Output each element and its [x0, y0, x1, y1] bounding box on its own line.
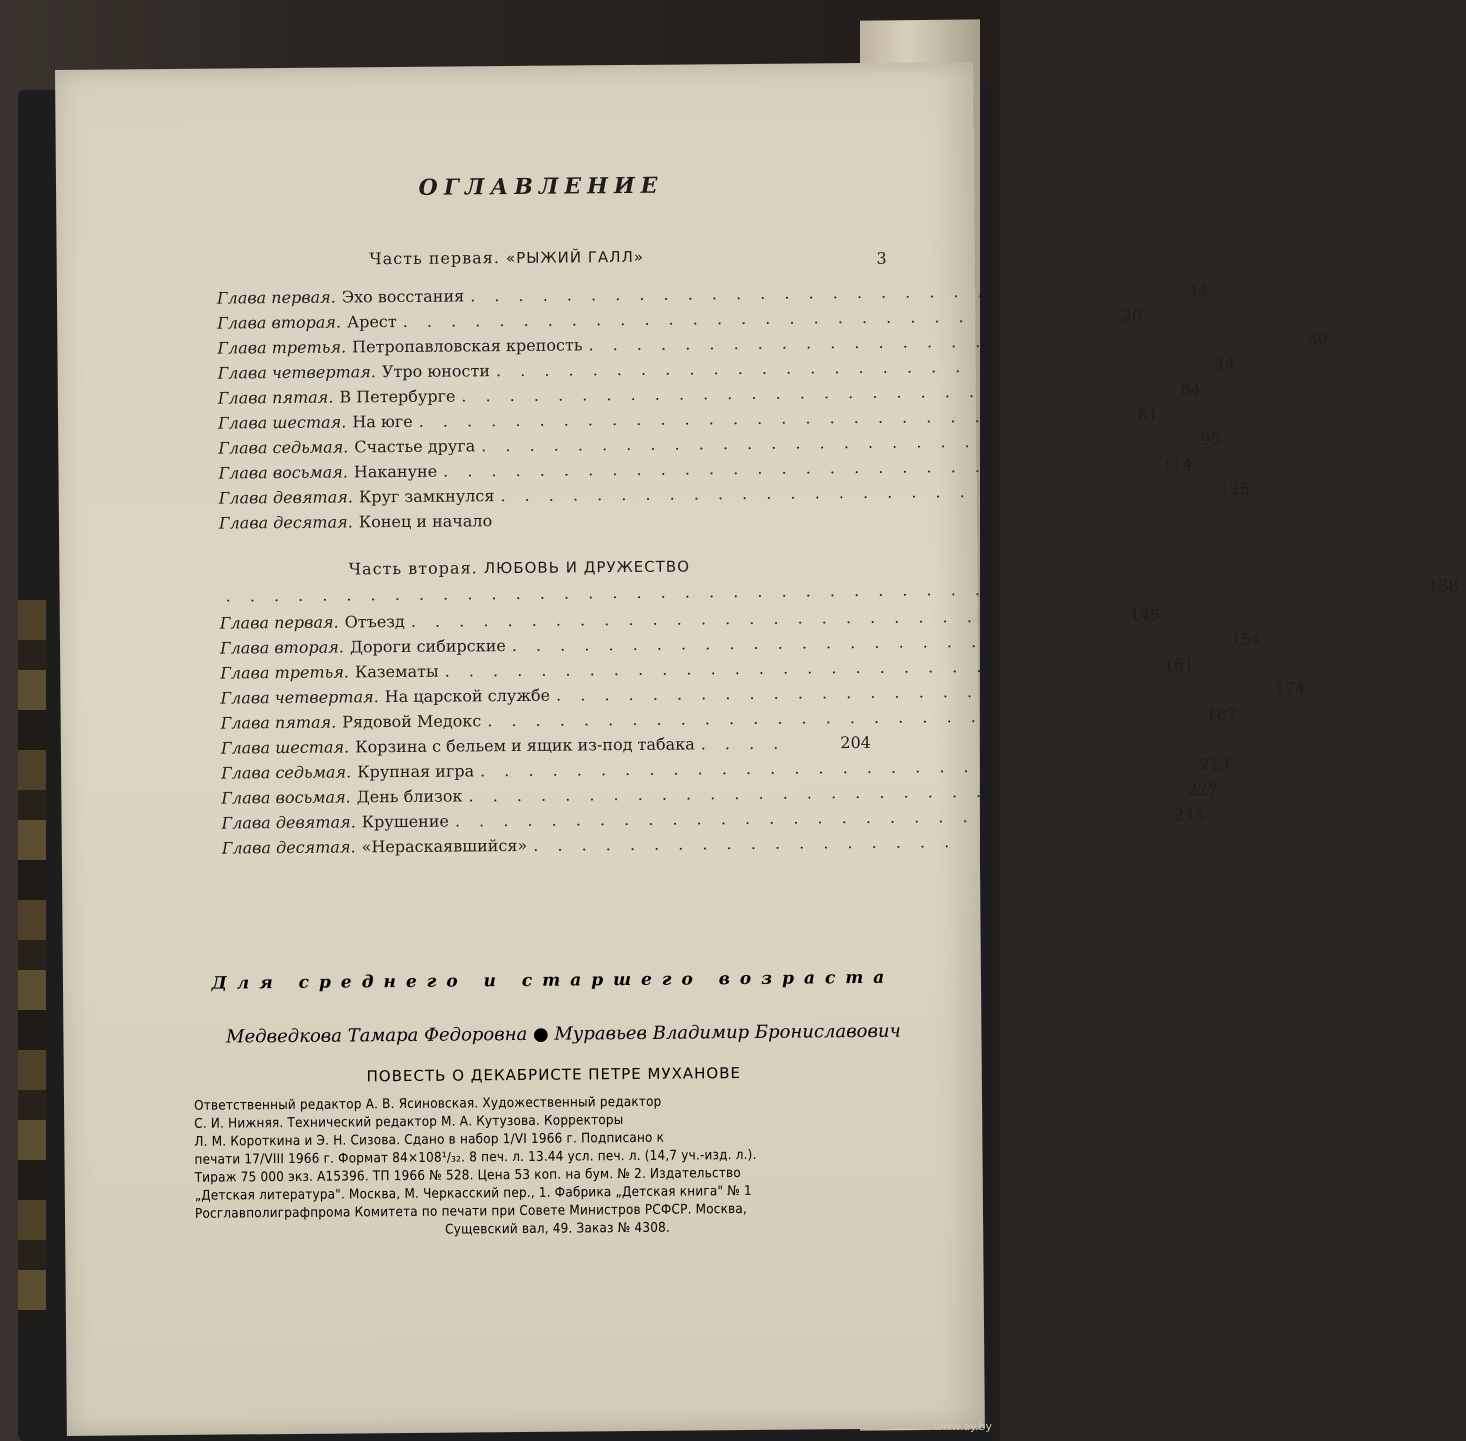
- leader-dots: [498, 523, 863, 526]
- chapter-title: Рядовой Медокс: [342, 711, 482, 732]
- toc-entry: [221, 832, 957, 863]
- chapter-title: На юге: [352, 411, 413, 432]
- imprint-line: печати 17/VIII 1966 г. Формат 84×108¹/₃₂. 8 печ. л. 13.44 усл. печ. л. (14,7 уч.-изд. л.).: [194, 1147, 757, 1168]
- part-label: Часть первая.: [369, 248, 501, 269]
- chapter-title: День близок: [356, 786, 463, 807]
- leader-dots: . . . . . . . . . . . . . . . . . . . . . . . . . . . . . .: [402, 305, 1116, 331]
- chapter-ordinal: Глава девятая.: [218, 487, 353, 508]
- leader-dots: . . . . . . . . . . . . . . . . . . . . . . . . . . . . . .: [410, 605, 1124, 631]
- leader-dots: . . . . . . . . . . . . . . . . . . . . . . . . . . . . . .: [588, 329, 1302, 355]
- chapter-page-number: 30: [1307, 328, 1328, 349]
- toc-heading: ОГЛАВЛЕНИЕ: [418, 172, 664, 201]
- chapter-title: Крупная игра: [357, 761, 475, 782]
- chapter-title: Эхо восстания: [341, 286, 465, 307]
- chapter-page-number: 161: [1163, 655, 1195, 675]
- chapter-page-number: 95: [1200, 429, 1221, 450]
- chapter-page-number: 114: [1162, 455, 1193, 475]
- chapter-ordinal: Глава девятая.: [221, 812, 356, 833]
- chapter-page-number: 145: [1129, 605, 1161, 625]
- leader-dots: . . . . . . . . . . . . . . . . . . . . . . . . . . . . . .: [443, 455, 1157, 481]
- chapter-page-number: 243: [1173, 804, 1205, 825]
- imprint-line: Л. М. Короткина и Э. Н. Сизова. Сдано в набор 1/VI 1966 г. Подписано к: [194, 1130, 665, 1150]
- chapter-page-number: 125: [1219, 479, 1251, 499]
- imprint-line: Сущевский вал, 49. Заказ № 4308.: [445, 1220, 671, 1238]
- age-note: Для среднего и старшего возраста: [211, 967, 895, 994]
- chapter-ordinal: Глава первая.: [219, 612, 339, 633]
- chapter-ordinal: Глава четвертая.: [220, 687, 379, 708]
- part-label: Часть вторая.: [348, 558, 478, 579]
- part-name: «РЫЖИЙ ГАЛЛ»: [505, 247, 645, 268]
- leader-dots: . . . . . . . . . . . . . . . . . . . . . . . . . . . . . .: [454, 805, 1169, 831]
- book-title: ПОВЕСТЬ О ДЕКАБРИСТЕ ПЕТРЕ МУХАНОВЕ: [366, 1064, 742, 1086]
- chapter-ordinal: Глава седьмая.: [221, 762, 352, 783]
- leader-dots: . . . . . . . . . . . . . . . . . . . . . . . . . . . . . . . . . . . . . . . . . . . . . . . . . .: [225, 576, 1423, 606]
- imprint-line: Росглавполиграфпрома Комитета по печати при Совете Министров РСФСР. Москва,: [194, 1202, 748, 1222]
- part-name: ЛЮБОВЬ И ДРУЖЕСТВО: [483, 557, 691, 578]
- book-page: [55, 62, 1459, 1436]
- chapter-ordinal: Глава восьмая.: [218, 462, 348, 483]
- chapter-page-number: 20: [1121, 305, 1143, 325]
- leader-dots: . . . . . . . . . . . . . . . . . . . . . . . . . . . . . .: [468, 780, 1182, 806]
- chapter-title: Крушение: [361, 811, 450, 832]
- chapter-title: Счастье друга: [354, 436, 476, 457]
- part-page-row: [220, 575, 1459, 611]
- watermark: www.ay.by: [933, 1420, 992, 1433]
- cover-spine: [18, 600, 46, 1320]
- chapter-ordinal: Глава шестая.: [220, 737, 350, 758]
- leader-dots: . . . .: [700, 733, 786, 754]
- chapter-ordinal: Глава третья.: [220, 662, 350, 683]
- chapter-page-number: 11: [1189, 279, 1210, 300]
- chapter-title: Утро юности: [381, 361, 491, 382]
- chapter-title: Отъезд: [344, 611, 405, 632]
- leader-dots: . . . . . . . . . . . . . . . . . . . . . . . . . . . . . .: [481, 430, 1195, 456]
- authors: Медведкова Тамара Федоровна ● Муравьев Владимир Брониславович: [226, 1020, 901, 1048]
- chapter-ordinal: Глава восьмая.: [221, 787, 351, 808]
- chapter-page-number: 154: [1230, 629, 1262, 649]
- chapter-title: На царской службе: [384, 685, 551, 707]
- leader-dots: . . . . . . . . . . . . . . . . . . . . . . . . . . . . . .: [500, 479, 1214, 506]
- chapter-ordinal: Глава первая.: [216, 287, 336, 308]
- chapter-page-number: 204: [840, 732, 871, 753]
- imprint-line: Тираж 75 000 экз. А15396. ТП 1966 № 528. Цена 53 коп. на бум. № 2. Издательство: [194, 1166, 741, 1186]
- leader-dots: . . . . . . . . . . . . . . . . . . . . . . . . . . . . . .: [418, 405, 1132, 431]
- chapter-ordinal: Глава пятая.: [220, 712, 337, 733]
- imprint-line: С. И. Нижняя. Технический редактор М. А. Кутузова. Корректоры: [194, 1113, 624, 1132]
- leader-dots: . . . . . . . . . . . . . . . . . .: [533, 832, 957, 855]
- toc-entry: [219, 508, 869, 538]
- leader-dots: . . . . . . . . . . . . . . . . . . . . . . . . . . . . . .: [487, 705, 1201, 731]
- chapter-ordinal: Глава десятая.: [221, 837, 356, 858]
- leader-dots: . . . . . . . . . . . . . . . . . . . . . . . . . . . . . .: [470, 280, 1184, 306]
- chapter-ordinal: Глава вторая.: [219, 637, 344, 658]
- chapter-page-number: 81: [1137, 405, 1159, 425]
- part-title: [219, 555, 819, 579]
- chapter-ordinal: Глава третья.: [217, 337, 347, 358]
- chapter-title: Петропавловская крепость: [352, 335, 583, 357]
- chapter-page-number: 44: [1214, 354, 1236, 374]
- leader-dots: . . . . . . . . . . . . . . . . . . . . . . . . . . . . . .: [480, 755, 1194, 781]
- chapter-page-number: 174: [1275, 679, 1306, 699]
- chapter-title: Арест: [346, 312, 397, 332]
- leader-dots: . . . . . . . . . . . . . . . . . . . . . . . . . . . . . .: [461, 380, 1175, 406]
- part-page-number: 3: [876, 248, 887, 268]
- chapter-title: «Нераскаявшийся»: [361, 835, 528, 857]
- leader-dots: . . . . . . . . . . . . . . . . . . . . . . . . . . . . . .: [444, 655, 1158, 681]
- leader-dots: . . . . . . . . . . . . . . . . . . . . . . . . . . . . . .: [511, 629, 1225, 656]
- chapter-page-number: 227: [1187, 779, 1219, 800]
- chapter-ordinal: Глава четвертая.: [217, 362, 376, 383]
- leader-dots: . . . . . . . . . . . . . . . . . . . . . . . . . . . . . .: [495, 354, 1210, 381]
- imprint-line: Ответственный редактор А. В. Ясиновская. Художественный редактор: [193, 1094, 662, 1114]
- chapter-title: Накануне: [353, 461, 438, 482]
- chapter-title: Конец и начало: [358, 511, 493, 532]
- part-title: [217, 246, 797, 270]
- chapter-ordinal: Глава вторая.: [217, 312, 342, 333]
- chapter-ordinal: Глава седьмая.: [218, 437, 349, 458]
- chapter-title: Корзина с бельем и ящик из-под табака: [355, 734, 695, 757]
- chapter-ordinal: Глава десятая.: [218, 512, 353, 533]
- chapter-page-number: 64: [1180, 380, 1201, 400]
- chapter-ordinal: Глава шестая.: [218, 412, 347, 433]
- chapter-page-number: 213: [1199, 754, 1230, 775]
- chapter-title: В Петербурге: [339, 386, 456, 407]
- leader-dots: . . . . . . . . . . . . . . . . . . . . . . . . . . . . . .: [556, 679, 1270, 705]
- chapter-ordinal: Глава пятая.: [217, 387, 334, 408]
- chapter-title: Дороги сибирские: [349, 636, 506, 657]
- chapter-title: Круг замкнулся: [358, 486, 495, 507]
- chapter-page-number: 187: [1206, 704, 1237, 724]
- chapter-title: Казематы: [354, 661, 439, 682]
- part-page-number: 138: [1427, 575, 1459, 596]
- imprint-line: „Детская литература". Москва, М. Черкасский пер., 1. Фабрика „Детская книга" № 1: [194, 1183, 752, 1204]
